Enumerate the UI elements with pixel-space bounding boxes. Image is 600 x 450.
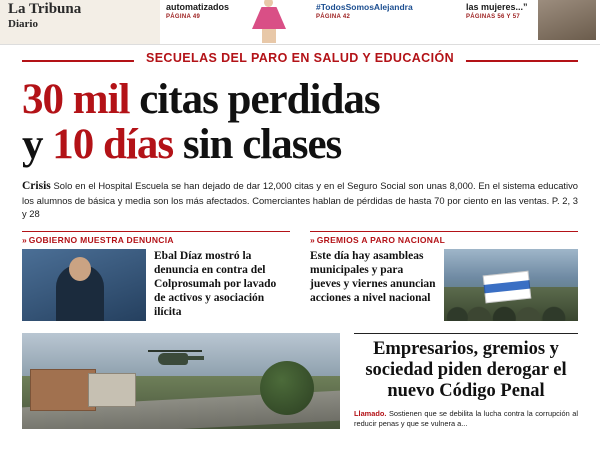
teaser-alejandra-hashtag: #TodosSomosAlejandra [316, 2, 413, 12]
bottom-deck-lead: Llamado. [354, 408, 387, 418]
teaser-automatizados-headline: automatizados [166, 2, 230, 12]
masthead-logo [0, 0, 160, 32]
module-left-text: Ebal Díaz mostró la denuncia en contra del Colprosumah por lavado de activos y asociación ilícita [154, 249, 277, 318]
operativo-helicoptero-photo [22, 333, 340, 429]
teaser-mujeres[interactable] [460, 0, 600, 44]
codigo-penal-story[interactable] [354, 333, 578, 429]
marcha-gremios-photo [444, 249, 578, 321]
ebal-diaz-photo [22, 249, 146, 321]
dress-illustration-legs [262, 29, 276, 43]
page-bottom-fade [0, 444, 600, 450]
teaser-mujeres-photo [538, 0, 596, 40]
module-right-text: Este día hay asambleas municipales y para jueves y viernes anuncian acciones a nivel nacional [310, 249, 436, 304]
helicopter-shape [148, 349, 202, 365]
bottom-headline: Empresarios, gremios y sociedad piden derogar el nuevo Código Penal [365, 338, 567, 401]
top-teaser-strip [0, 0, 600, 45]
module-left-kicker [22, 235, 290, 245]
module-gobierno-denuncia[interactable] [22, 231, 290, 323]
photo-head-shape [69, 257, 91, 281]
teaser-automatizados-page: PÁGINA 49 [166, 14, 201, 20]
module-left-kicker-label: GOBIERNO MUESTRA DENUNCIA [28, 234, 174, 245]
photo-flag-shape [483, 270, 532, 303]
teaser-mujeres-headline: las mujeres...” [466, 2, 528, 12]
headline-part-2: citas perdidas [129, 76, 380, 123]
bottom-deck [354, 409, 578, 429]
dress-illustration-body [252, 7, 286, 29]
main-deck [22, 179, 578, 221]
module-right-body [310, 249, 578, 321]
module-left-body [22, 249, 290, 321]
bottom-divider [354, 333, 578, 334]
main-kicker-wrap [0, 49, 600, 73]
teaser-automatizados[interactable] [160, 0, 310, 44]
dress-illustration-head [264, 0, 273, 7]
teaser-mujeres-page: PÁGINAS 56 Y 57 [466, 14, 520, 20]
masthead-line1: La Tribuna [8, 1, 82, 17]
helicopter-rotor [148, 350, 202, 352]
double-arrow-icon: » [22, 234, 26, 245]
teaser-alejandra[interactable] [310, 0, 460, 44]
double-arrow-icon: » [310, 234, 314, 245]
main-deck-lead: Crisis [22, 180, 51, 192]
photo-house-2 [88, 373, 136, 407]
main-headline [22, 77, 578, 167]
module-divider-right [310, 231, 578, 232]
headline-part-5: sin clases [173, 121, 342, 168]
photo-house-1 [30, 369, 96, 411]
dress-illustration [246, 0, 292, 44]
bottom-deck-text: Sostienen que se debilita la lucha contra la corrupción al reducir penas y que se vulnera a... [354, 408, 578, 428]
main-deck-text: Solo en el Hospital Escuela se han dejado de dar 12,000 citas y en el Seguro Social son unas 8,000. En el sistema educativo los alumnos de básica y media son los más afectados. Comerciantes hablan de pérdidas de hasta 70 por ciento en las ventas. P. 2, 3 y 28 [22, 180, 578, 219]
helicopter-tail [186, 356, 204, 360]
masthead-block[interactable] [0, 0, 160, 44]
teaser-alejandra-page: PÁGINA 42 [316, 14, 351, 20]
module-gremios-paro[interactable] [310, 231, 578, 323]
headline-part-4: 10 días [52, 121, 174, 168]
module-right-kicker-label: GREMIOS A PARO NACIONAL [316, 234, 446, 245]
main-kicker: SECUELAS DEL PARO EN SALUD Y EDUCACIÓN [134, 51, 466, 65]
helicopter-cabin [158, 353, 188, 365]
headline-part-1: 30 mil [22, 76, 130, 123]
bottom-block [22, 333, 578, 429]
masthead-line2: Diario [8, 18, 38, 30]
headline-part-3: y [22, 121, 53, 168]
module-right-kicker [310, 235, 578, 245]
module-divider-left [22, 231, 290, 232]
photo-tree [260, 361, 314, 415]
secondary-modules [22, 231, 578, 323]
